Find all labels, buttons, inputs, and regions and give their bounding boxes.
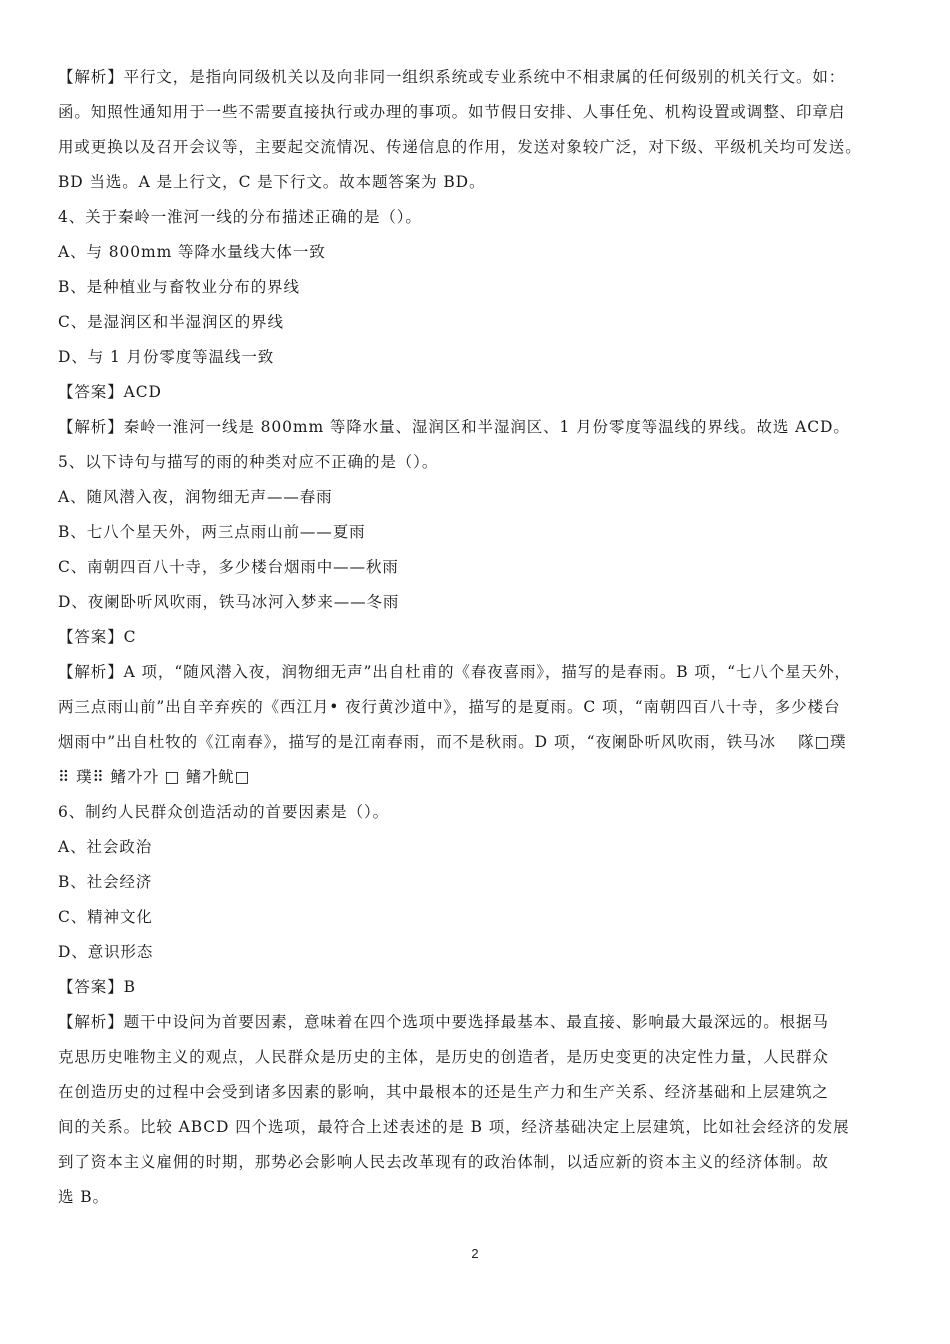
question-5-option-c: C、南朝四百八十寺，多少楼台烟雨中——秋雨 — [58, 558, 399, 576]
question-4-option-b: B、是种植业与畜牧业分布的界线 — [58, 278, 300, 296]
question-5-analysis-line-4: ⠿ 璞⠿ 鳍가가 □ 鳍가鱿□ — [58, 768, 251, 786]
question-6-answer: 【答案】B — [58, 978, 136, 996]
question-4-option-c: C、是湿润区和半湿润区的界线 — [58, 313, 284, 331]
question-4-option-d: D、与 1 月份零度等温线一致 — [58, 348, 275, 366]
question-5-analysis-line-2: 两三点雨山前”出自辛弃疾的《西江月• 夜行黄沙道中》，描写的是夏雨。C 项，“南朝四百八十寺，多少楼台 — [58, 698, 841, 716]
analysis-q3-line-1: 【解析】平行文，是指向同级机关以及向非同一组织系统或专业系统中不相隶属的任何级别的机关行文。如： — [58, 68, 846, 86]
question-6-option-c: C、精神文化 — [58, 908, 153, 926]
question-6-analysis-line-5: 到了资本主义雇佣的时期，那势必会影响人民去改革现有的政治体制，以适应新的资本主义的经济体制。故 — [58, 1153, 829, 1171]
question-5-option-d: D、夜阑卧听风吹雨，铁马冰河入梦来——冬雨 — [58, 593, 400, 611]
analysis-q3-line-2: 函。知照性通知用于一些不需要直接执行或办理的事项。如节假日安排、人事任免、机构设置或调整、印章启 — [58, 103, 846, 121]
question-5-option-b: B、七八个星天外，两三点雨山前——夏雨 — [58, 523, 366, 541]
question-4-analysis: 【解析】秦岭一淮河一线是 800mm 等降水量、湿润区和半湿润区、1 月份零度等温线的界线。故选 ACD。 — [58, 418, 850, 436]
question-6-option-d: D、意识形态 — [58, 943, 154, 961]
question-5: 5、以下诗句与描写的雨的种类对应不正确的是（）。 — [58, 453, 439, 471]
question-6: 6、制约人民群众创造活动的首要因素是（）。 — [58, 803, 390, 821]
analysis-q3-line-3: 用或更换以及召开会议等，主要起交流情况、传递信息的作用，发送对象较广泛，对下级、平级机关均可发送。 — [58, 138, 862, 156]
question-6-option-b: B、社会经济 — [58, 873, 153, 891]
question-4: 4、关于秦岭一淮河一线的分布描述正确的是（）。 — [58, 208, 422, 226]
question-6-analysis-line-4: 间的关系。比较 ABCD 四个选项，最符合上述表述的是 B 项，经济基础决定上层建筑，比如社会经济的发展 — [58, 1118, 850, 1136]
question-4-answer: 【答案】ACD — [58, 383, 162, 401]
analysis-q3-line-4: BD 当选。A 是上行文，C 是下行文。故本题答案为 BD。 — [58, 173, 486, 191]
question-6-option-a: A、社会政治 — [58, 838, 153, 856]
question-5-analysis-line-1: 【解析】A 项，“随风潜入夜，润物细无声”出自杜甫的《春夜喜雨》，描写的是春雨。B 项，“七八个星天外， — [58, 663, 851, 681]
question-6-analysis-line-1: 【解析】题干中设问为首要因素，意味着在四个选项中要选择最基本、最直接、影响最大最深远的。根据马 — [58, 1013, 829, 1031]
question-5-option-a: A、随风潜入夜，润物细无声——春雨 — [58, 488, 333, 506]
question-5-analysis-line-3: 烟雨中”出自杜牧的《江南春》，描写的是江南春雨，而不是秋雨。D 项，“夜阑卧听风吹雨，铁马冰 隊□璞 — [58, 733, 847, 751]
question-5-answer: 【答案】C — [58, 628, 137, 646]
page-number: 2 — [471, 1246, 479, 1261]
document-page — [58, 60, 894, 1215]
question-4-option-a: A、与 800mm 等降水量线大体一致 — [58, 243, 326, 261]
question-6-analysis-line-2: 克思历史唯物主义的观点，人民群众是历史的主体，是历史的创造者，是历史变更的决定性力量，人民群众 — [58, 1048, 829, 1066]
question-6-analysis-line-3: 在创造历史的过程中会受到诸多因素的影响，其中最根本的还是生产力和生产关系、经济基础和上层建筑之 — [58, 1083, 829, 1101]
question-6-analysis-line-6: 选 B。 — [58, 1188, 109, 1206]
